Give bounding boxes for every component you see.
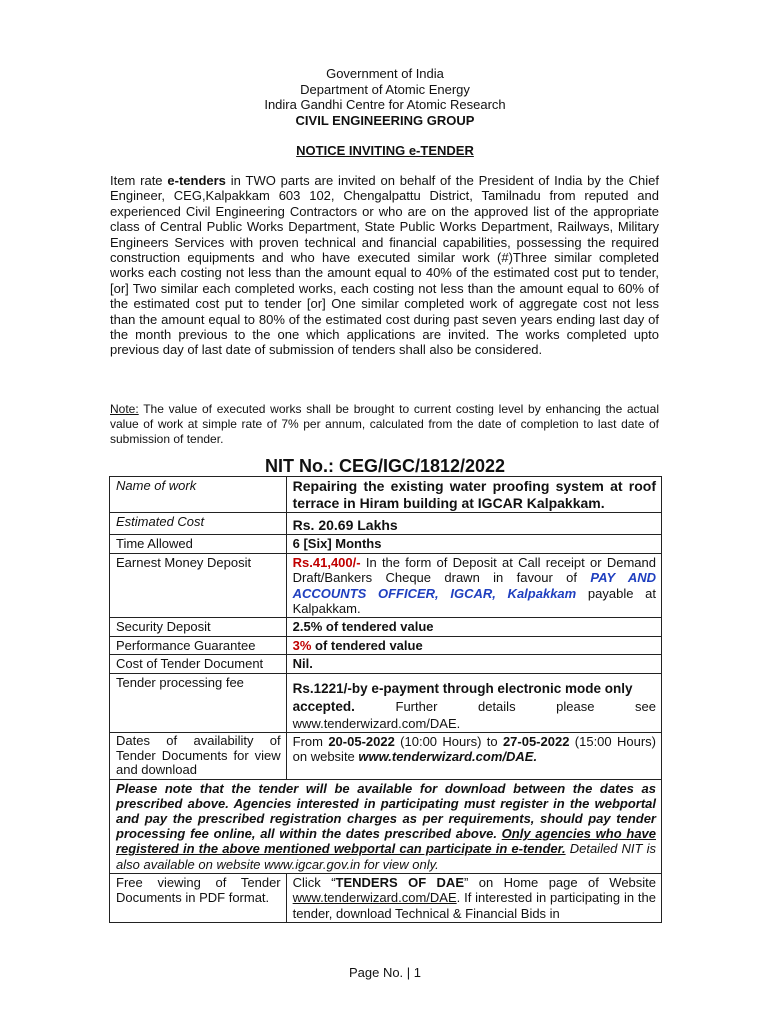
free-viewing-label: Free viewing of Tender Documents in PDF format.	[110, 873, 287, 922]
intro-bold: e-tenders	[167, 173, 226, 188]
processing-fee-label: Tender processing fee	[110, 673, 287, 732]
availability-website: www.tenderwizard.com/DAE.	[358, 749, 538, 765]
note-label: Note:	[110, 402, 139, 416]
free-viewing-click: Click “	[292, 874, 336, 890]
please-note-underlined: Only agencies who have registered in the above mentioned webportal can participate in e-tender.	[116, 826, 657, 857]
performance-guarantee-text: of tendered value	[311, 637, 423, 653]
processing-fee-value	[286, 673, 661, 732]
name-of-work-label: Name of work	[110, 477, 287, 513]
emd-payee: PAY AND ACCOUNTS OFFICER, IGCAR, Kalpakkam	[292, 570, 656, 601]
table-row	[110, 535, 662, 553]
emd-text1: In the form of Deposit at Call receipt or Demand Draft/Bankers Cheque drawn in favour of	[292, 554, 656, 586]
page-footer: Page No. | 1	[348, 965, 422, 980]
time-allowed-value: 6 [Six] Months	[286, 535, 661, 553]
processing-fee-word-see: see	[635, 698, 656, 714]
availability-label: Dates of availability of Tender Documents for view and download	[110, 733, 287, 780]
table-row	[110, 513, 662, 535]
processing-fee-word-details: details	[477, 698, 516, 714]
table-row	[110, 673, 662, 732]
intro-paragraph	[110, 173, 659, 358]
performance-guarantee-percent: 3%	[292, 637, 312, 653]
processing-fee-amount: Rs.1221/-by e-payment through electronic mode only	[292, 680, 633, 696]
availability-from-word: From	[292, 734, 329, 750]
header-group: CIVIL ENGINEERING GROUP	[295, 112, 475, 128]
performance-guarantee-label: Performance Guarantee	[110, 636, 287, 654]
table-row	[110, 873, 662, 922]
please-note-cell	[110, 779, 662, 873]
availability-from-date: 20-05-2022	[328, 734, 395, 750]
free-viewing-rest: . If interested in participating in the tender, download Technical & Financial Bids in	[292, 890, 656, 921]
table-row	[110, 655, 662, 673]
cost-of-document-value: Nil.	[286, 655, 661, 673]
availability-to-time: (15:00 Hours) on website	[292, 734, 657, 765]
security-deposit-label: Security Deposit	[110, 618, 287, 636]
processing-fee-line2	[293, 698, 656, 716]
table-row	[110, 553, 662, 618]
header-government: Government of India	[326, 66, 444, 81]
intro-part1: Item rate	[110, 173, 168, 188]
processing-fee-url: www.tenderwizard.com/DAE.	[292, 715, 461, 731]
notice-title: NOTICE INVITING e-TENDER	[296, 143, 474, 158]
availability-value	[286, 733, 661, 780]
emd-label: Earnest Money Deposit	[110, 553, 287, 618]
note-paragraph	[110, 402, 659, 447]
time-allowed-label: Time Allowed	[110, 535, 287, 553]
availability-from-time: (10:00 Hours) to	[394, 734, 503, 750]
processing-fee-word-further: Further	[395, 698, 438, 714]
please-note-text: Please note that the tender will be available for download between the dates as prescribed above. Agencies interested in participating must register in the webportal and pay the prescribed registration charges as per requirements, should pay tender processing fee online, all within the dates prescribed above.	[116, 780, 656, 842]
cost-of-document-label: Cost of Tender Document	[110, 655, 287, 673]
document-header	[110, 66, 660, 128]
emd-text2: payable at Kalpakkam.	[292, 585, 656, 617]
table-row	[110, 733, 662, 780]
performance-guarantee-value	[286, 636, 661, 654]
availability-to-date: 27-05-2022	[502, 734, 570, 750]
emd-value	[286, 553, 661, 618]
free-viewing-url[interactable]: www.tenderwizard.com/DAE	[292, 890, 457, 906]
free-viewing-value	[286, 873, 661, 922]
free-viewing-tenders-of-dae: TENDERS OF DAE	[335, 874, 464, 890]
estimated-cost-label: Estimated Cost	[110, 513, 287, 535]
tender-details-table	[109, 476, 662, 923]
please-note-detailed-nit: Detailed NIT is also available on website www.igcar.gov.in for view only.	[116, 841, 656, 872]
header-centre: Indira Gandhi Centre for Atomic Research	[264, 97, 506, 112]
security-deposit-value: 2.5% of tendered value	[286, 618, 661, 636]
free-viewing-after: ” on Home page of Website	[464, 874, 657, 890]
intro-part2: in TWO parts are invited on behalf of the President of India by the Chief Engineer, CEG,Kalpakkam 603 102, Chengalpattu District, Tamilnadu from reputed and experienced Civil Engineering Contractors or who are on the approved list of the appropriate class of Central Public Works Department, State Public Works Department, Railways, Military Engineers Services with proven technical and financial capabilities, possessing the required construction equipments and who have executed similar work (#)Three similar completed works each costing not less than the amount equal to 40% of the estimated cost put to tender, [or] Two similar each completed works, each costing not less than the amount equal to 60% of the estimated cost put to tender [or] One similar completed work of aggregate cost not less than the amount equal to 80% of the estimated cost during past seven years ending last day of the month previous to the one which applications are invited. The works completed upto previous day of last date of submission of tenders shall also be considered.	[110, 173, 659, 358]
nit-number: NIT No.: CEG/IGC/1812/2022	[264, 456, 506, 476]
name-of-work-value: Repairing the existing water proofing system at roof terrace in Hiram building at IGCAR Kalpakkam.	[286, 477, 661, 513]
header-department: Department of Atomic Energy	[300, 81, 470, 97]
estimated-cost-value: Rs. 20.69 Lakhs	[286, 513, 661, 535]
processing-fee-accepted: accepted.	[292, 698, 355, 714]
table-row	[110, 618, 662, 636]
table-row	[110, 636, 662, 654]
note-text: The value of executed works shall be brought to current costing level by enhancing the actual value of work at simple rate of 7% per annum, calculated from the date of completion to last date of submission of tender.	[110, 402, 659, 446]
processing-fee-word-please: please	[556, 698, 595, 714]
table-row	[110, 477, 662, 513]
emd-amount: Rs.41,400/-	[292, 554, 361, 570]
table-row	[110, 779, 662, 873]
